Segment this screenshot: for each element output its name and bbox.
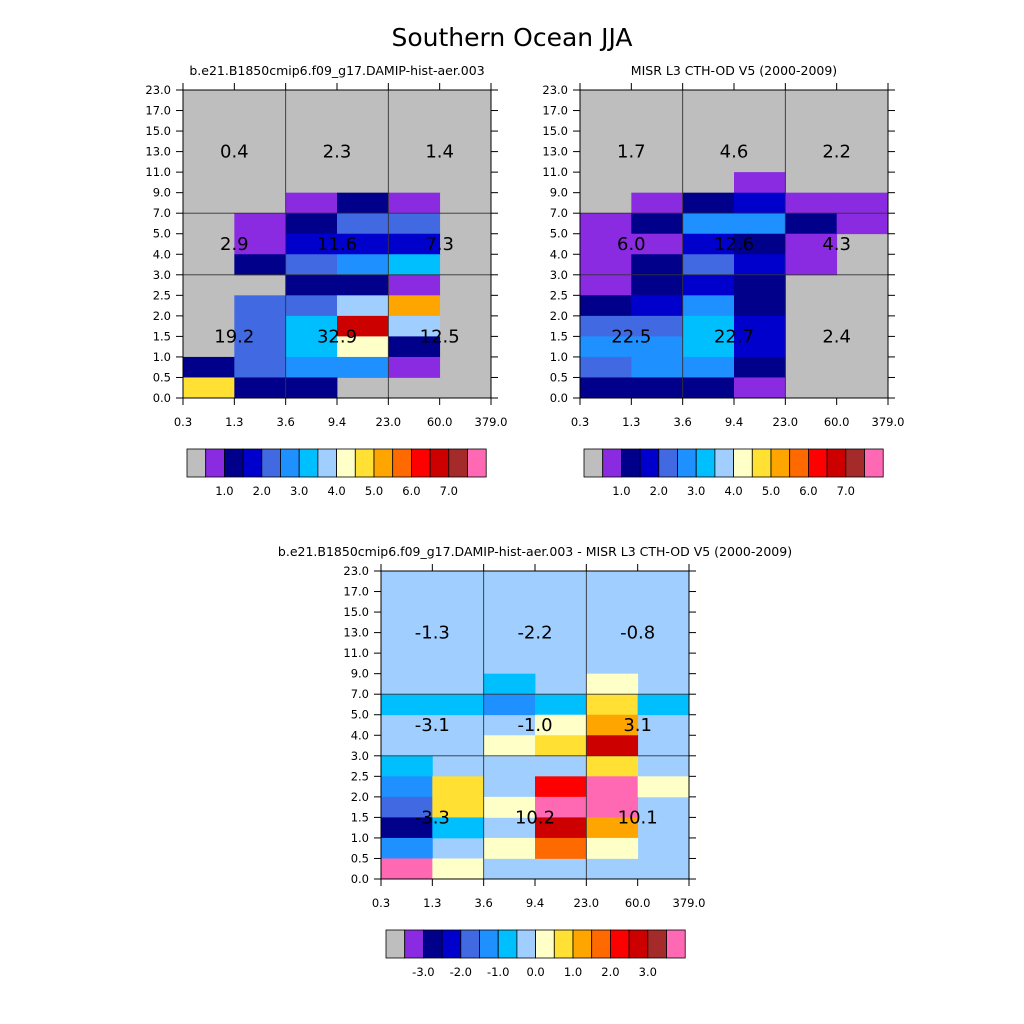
x-tick-label: 379.0 — [474, 415, 508, 429]
x-tick-label: 60.0 — [823, 415, 850, 429]
colorbar-label: 6.0 — [402, 484, 421, 498]
colorbar-swatch — [468, 449, 487, 477]
y-tick-label: 2.5 — [152, 288, 171, 303]
heatmap-cell — [631, 193, 683, 214]
heatmap-cell — [580, 213, 632, 234]
aggregate-value-label: -0.8 — [620, 622, 656, 644]
heatmap-cell — [638, 694, 690, 715]
y-tick-label: 9.0 — [350, 666, 369, 681]
colorbar-swatch — [262, 449, 281, 477]
heatmap-cell — [286, 357, 338, 378]
y-tick-label: 2.5 — [549, 288, 568, 303]
aggregate-value-label: -1.3 — [414, 622, 450, 644]
colorbar-swatch — [337, 449, 356, 477]
heatmap-cell — [337, 357, 389, 378]
heatmap-cell — [337, 295, 389, 316]
heatmap-cell — [535, 776, 587, 797]
y-tick-label: 4.0 — [549, 247, 568, 262]
heatmap-cell — [381, 838, 433, 859]
colorbar-swatch — [430, 449, 449, 477]
heatmap-cell — [535, 735, 587, 756]
heatmap-cell — [785, 254, 837, 275]
aggregate-value-label: 7.3 — [425, 234, 454, 255]
y-tick-label: 5.0 — [549, 226, 568, 241]
colorbar-label: -1.0 — [486, 965, 510, 979]
colorbar-swatch — [808, 449, 827, 477]
heatmap-cell — [388, 254, 440, 275]
y-tick-label: 4.0 — [350, 728, 369, 743]
aggregate-value-label: 12.5 — [419, 326, 460, 348]
aggregate-value-label: 1.4 — [425, 141, 454, 163]
heatmap-cell — [631, 275, 683, 296]
panel-subtitle: b.e21.B1850cmip6.f09_g17.DAMIP-hist-aer.003 - MISR L3 CTH-OD V5 (2000-2009) — [277, 544, 793, 559]
x-tick-label: 9.4 — [525, 896, 545, 910]
aggregate-value-label: 2.9 — [220, 234, 249, 255]
y-tick-label: 13.0 — [343, 625, 369, 640]
heatmap-cell — [683, 295, 735, 316]
colorbar-label: 4.0 — [327, 484, 346, 498]
heatmap-cell — [286, 193, 338, 214]
heatmap-cell — [683, 193, 735, 214]
x-tick-label: 1.3 — [622, 415, 641, 429]
heatmap-cell — [580, 357, 632, 378]
heatmap-cell — [337, 275, 389, 296]
heatmap-cell — [234, 377, 286, 398]
y-tick-label: 23.0 — [542, 83, 568, 97]
y-tick-label: 23.0 — [343, 564, 369, 578]
heatmap-cell — [580, 377, 632, 398]
colorbar-swatch — [573, 930, 592, 958]
heatmap-cell — [381, 858, 433, 879]
colorbar-swatch — [621, 449, 640, 477]
y-tick-label: 15.0 — [343, 605, 369, 620]
colorbar-swatch — [374, 449, 393, 477]
colorbar-swatch — [715, 449, 734, 477]
heatmap-cell — [734, 254, 786, 275]
aggregate-value-label: 2.3 — [322, 141, 352, 163]
colorbar-swatch — [678, 449, 697, 477]
colorbar-label: 0.0 — [526, 965, 545, 979]
y-tick-label: 2.0 — [152, 308, 171, 323]
heatmap-cell — [381, 776, 433, 797]
y-tick-label: 3.0 — [549, 267, 568, 282]
y-tick-label: 1.5 — [152, 329, 171, 344]
colorbar-swatch — [846, 449, 865, 477]
heatmap-cell — [683, 213, 735, 234]
heatmap-cell — [683, 377, 735, 398]
y-tick-label: 5.0 — [152, 226, 171, 241]
y-tick-label: 13.0 — [145, 144, 171, 159]
x-tick-label: 23.0 — [573, 896, 600, 910]
figure-title: Southern Ocean JJA — [391, 23, 633, 52]
y-tick-label: 11.0 — [542, 165, 568, 180]
colorbar-label: 4.0 — [724, 484, 743, 498]
aggregate-value-label: -1.0 — [517, 715, 553, 736]
colorbar-label: 1.0 — [612, 484, 631, 498]
heatmap-cell — [337, 254, 389, 275]
y-tick-label: 3.0 — [350, 748, 369, 763]
heatmap-cell — [286, 213, 338, 234]
heatmap-cell — [631, 377, 683, 398]
colorbar-swatch — [629, 930, 648, 958]
heatmap-cell — [631, 295, 683, 316]
x-tick-label: 3.6 — [276, 415, 295, 429]
aggregate-value-label: -2.2 — [517, 622, 553, 644]
aggregate-value-label: 1.7 — [617, 141, 646, 163]
y-tick-label: 1.0 — [549, 349, 568, 364]
heatmap-cell — [683, 357, 735, 378]
heatmap-cell — [586, 735, 638, 756]
colorbar-swatch — [592, 930, 611, 958]
heatmap-cell — [837, 193, 889, 214]
y-tick-label: 2.0 — [350, 789, 369, 804]
colorbar-swatch — [449, 449, 468, 477]
heatmap-cell — [183, 377, 235, 398]
heatmap-cell — [785, 213, 837, 234]
colorbar-swatch — [405, 930, 424, 958]
y-tick-label: 11.0 — [343, 646, 369, 661]
y-tick-label: 0.0 — [152, 391, 171, 405]
colorbar-swatch — [554, 930, 573, 958]
y-tick-label: 7.0 — [350, 687, 369, 702]
heatmap-cell — [234, 254, 286, 275]
heatmap-cell — [381, 756, 433, 777]
heatmap-cell — [234, 213, 286, 234]
colorbar-label: 2.0 — [649, 484, 668, 498]
colorbar-swatch — [299, 449, 318, 477]
heatmap-cell — [234, 357, 286, 378]
y-tick-label: 1.5 — [350, 810, 369, 825]
y-tick-label: 11.0 — [145, 165, 171, 180]
colorbar-label: 6.0 — [799, 484, 818, 498]
aggregate-value-label: 0.4 — [220, 141, 249, 163]
heatmap-cell — [337, 193, 389, 214]
heatmap-cell — [286, 254, 338, 275]
colorbar-label: -3.0 — [412, 965, 435, 979]
heatmap-cell — [580, 254, 632, 275]
heatmap-cell — [432, 776, 484, 797]
y-tick-label: 9.0 — [549, 185, 568, 200]
colorbar-swatch — [734, 449, 753, 477]
x-tick-label: 3.6 — [474, 896, 493, 910]
y-tick-label: 15.0 — [145, 124, 171, 139]
colorbar-swatch — [827, 449, 846, 477]
y-tick-label: 1.0 — [350, 830, 369, 845]
aggregate-value-label: 10.2 — [514, 807, 556, 829]
heatmap-cell — [631, 213, 683, 234]
colorbar-label: 5.0 — [364, 484, 384, 498]
colorbar-label: 3.0 — [687, 484, 706, 498]
y-tick-label: 1.5 — [549, 329, 568, 344]
x-tick-label: 0.3 — [371, 896, 391, 910]
y-tick-label: 3.0 — [152, 267, 171, 282]
aggregate-value-label: 22.7 — [713, 326, 755, 348]
y-tick-label: 7.0 — [549, 206, 568, 221]
heatmap-cell — [734, 193, 786, 214]
colorbar-swatch — [423, 930, 442, 958]
x-tick-label: 379.0 — [672, 896, 706, 910]
colorbar-swatch — [790, 449, 809, 477]
aggregate-value-label: 11.6 — [316, 234, 358, 255]
x-tick-label: 23.0 — [375, 415, 402, 429]
x-tick-label: 60.0 — [426, 415, 453, 429]
colorbar-swatch — [187, 449, 206, 477]
heatmap-cell — [388, 275, 440, 296]
heatmap-cell — [234, 295, 286, 316]
aggregate-value-label: 4.3 — [822, 234, 851, 255]
heatmap-cell — [381, 694, 433, 715]
colorbar-label: 2.0 — [601, 965, 620, 979]
y-tick-label: 0.0 — [350, 872, 369, 886]
heatmap-cell — [388, 193, 440, 214]
x-tick-label: 1.3 — [225, 415, 244, 429]
colorbar-label: 3.0 — [290, 484, 309, 498]
heatmap-cell — [484, 735, 536, 756]
heatmap-cell — [535, 838, 587, 859]
heatmap-cell — [734, 377, 786, 398]
heatmap-cell — [286, 295, 338, 316]
aggregate-value-label: -3.3 — [414, 807, 450, 829]
model-panel — [145, 63, 507, 498]
colorbar-label: 7.0 — [439, 484, 458, 498]
y-tick-label: 15.0 — [542, 124, 568, 139]
colorbar-swatch — [752, 449, 771, 477]
colorbar-label: 1.0 — [563, 965, 583, 979]
y-tick-label: 2.5 — [350, 769, 369, 784]
aggregate-value-label: 4.6 — [719, 141, 749, 163]
y-tick-label: 2.0 — [549, 308, 568, 323]
heatmap-cell — [484, 674, 536, 695]
y-tick-label: 0.5 — [152, 370, 171, 385]
heatmap-cell — [586, 756, 638, 777]
heatmap-cell — [388, 213, 440, 234]
aggregate-value-label: 6.0 — [617, 234, 646, 255]
colorbar-label: 5.0 — [761, 484, 781, 498]
heatmap-cell — [586, 776, 638, 797]
y-tick-label: 7.0 — [152, 206, 171, 221]
obs-panel — [542, 63, 904, 498]
colorbar-swatch — [461, 930, 480, 958]
x-tick-label: 23.0 — [772, 415, 799, 429]
colorbar-swatch — [603, 449, 622, 477]
heatmap-cell — [484, 694, 536, 715]
colorbar-label: 3.0 — [638, 965, 657, 979]
colorbar-swatch — [442, 930, 461, 958]
aggregate-value-label: 12.6 — [713, 234, 755, 255]
heatmap-cell — [432, 694, 484, 715]
diff-panel — [278, 544, 792, 979]
y-tick-label: 9.0 — [152, 185, 171, 200]
heatmap-cell — [638, 776, 690, 797]
heatmap-cell — [580, 275, 632, 296]
heatmap-cell — [734, 213, 786, 234]
aggregate-value-label: 2.2 — [822, 141, 851, 163]
colorbar-swatch — [584, 449, 603, 477]
aggregate-value-label: 22.5 — [611, 326, 652, 348]
aggregate-value-label: 32.9 — [316, 326, 358, 348]
colorbar-swatch — [498, 930, 517, 958]
colorbar-swatch — [224, 449, 243, 477]
heatmap-cell — [734, 295, 786, 316]
colorbar-swatch — [281, 449, 300, 477]
colorbar-label: -2.0 — [449, 965, 473, 979]
colorbar-swatch — [386, 930, 405, 958]
y-tick-label: 4.0 — [152, 247, 171, 262]
heatmap-cell — [183, 357, 235, 378]
y-tick-label: 13.0 — [542, 144, 568, 159]
aggregate-value-label: -3.1 — [414, 715, 450, 736]
colorbar-swatch — [411, 449, 430, 477]
heatmap-cell — [586, 674, 638, 695]
colorbar-swatch — [480, 930, 499, 958]
colorbar-swatch — [696, 449, 715, 477]
colorbar-label: 7.0 — [836, 484, 855, 498]
x-tick-label: 60.0 — [624, 896, 651, 910]
heatmap-cell — [388, 295, 440, 316]
colorbar-swatch — [536, 930, 555, 958]
aggregate-value-label: 19.2 — [214, 326, 255, 348]
heatmap-cell — [785, 193, 837, 214]
y-tick-label: 0.0 — [549, 391, 568, 405]
y-tick-label: 1.0 — [152, 349, 171, 364]
panel-subtitle: MISR L3 CTH-OD V5 (2000-2009) — [630, 63, 838, 78]
x-tick-label: 0.3 — [173, 415, 193, 429]
y-tick-label: 0.5 — [350, 851, 369, 866]
colorbar-swatch — [865, 449, 884, 477]
x-tick-label: 9.4 — [327, 415, 347, 429]
heatmap-cell — [586, 838, 638, 859]
heatmap-cell — [734, 275, 786, 296]
heatmap-cell — [388, 357, 440, 378]
heatmap-cell — [337, 213, 389, 234]
colorbar-swatch — [517, 930, 536, 958]
colorbar-swatch — [355, 449, 374, 477]
colorbar-swatch — [610, 930, 629, 958]
heatmap-cell — [734, 357, 786, 378]
heatmap-cell — [580, 295, 632, 316]
colorbar-swatch — [206, 449, 225, 477]
x-tick-label: 3.6 — [673, 415, 692, 429]
y-tick-label: 5.0 — [350, 707, 369, 722]
x-tick-label: 1.3 — [423, 896, 442, 910]
heatmap-cell — [683, 254, 735, 275]
heatmap-cell — [683, 275, 735, 296]
colorbar-label: 1.0 — [215, 484, 234, 498]
y-tick-label: 23.0 — [145, 83, 171, 97]
y-tick-label: 17.0 — [542, 103, 568, 118]
colorbar-swatch — [648, 930, 667, 958]
heatmap-cell — [286, 377, 338, 398]
heatmap-cell — [837, 213, 889, 234]
heatmap-cell — [631, 254, 683, 275]
heatmap-cell — [631, 357, 683, 378]
colorbar-swatch — [640, 449, 659, 477]
y-tick-label: 17.0 — [145, 103, 171, 118]
panel-subtitle: b.e21.B1850cmip6.f09_g17.DAMIP-hist-aer.003 — [189, 63, 485, 78]
colorbar-swatch — [243, 449, 262, 477]
heatmap-cell — [432, 858, 484, 879]
x-tick-label: 379.0 — [871, 415, 905, 429]
heatmap-cell — [734, 172, 786, 193]
aggregate-value-label: 2.4 — [822, 326, 851, 348]
x-tick-label: 0.3 — [570, 415, 590, 429]
colorbar-swatch — [393, 449, 412, 477]
heatmap-cell — [484, 838, 536, 859]
y-tick-label: 17.0 — [343, 584, 369, 599]
heatmap-cell — [586, 694, 638, 715]
x-tick-label: 9.4 — [724, 415, 744, 429]
colorbar-swatch — [771, 449, 790, 477]
aggregate-value-label: 10.1 — [617, 807, 658, 829]
colorbar-swatch — [659, 449, 678, 477]
colorbar-label: 2.0 — [252, 484, 271, 498]
heatmap-cell — [286, 275, 338, 296]
colorbar-swatch — [667, 930, 686, 958]
aggregate-value-label: 3.1 — [623, 715, 652, 736]
y-tick-label: 0.5 — [549, 370, 568, 385]
colorbar-swatch — [318, 449, 337, 477]
heatmap-cell — [535, 694, 587, 715]
